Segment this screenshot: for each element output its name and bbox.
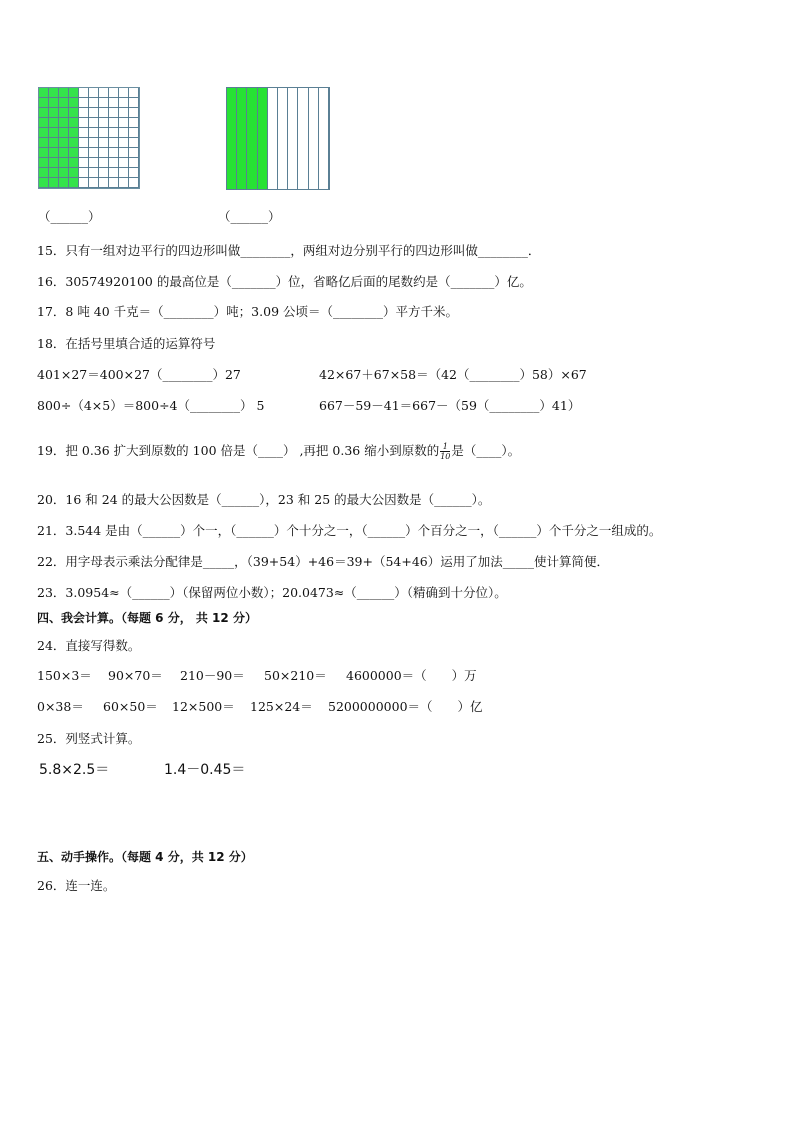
shaded-grid-cell (49, 168, 59, 178)
grid-cell (129, 98, 139, 108)
shaded-grid-cell (49, 118, 59, 128)
grid-cell (79, 168, 89, 178)
strip-column (298, 88, 308, 189)
grid-cell (119, 118, 129, 128)
grid-cell (89, 178, 99, 188)
section-5-heading: 五、动手操作。（每题 4 分，共 12 分） (37, 850, 253, 864)
grid-cell (79, 178, 89, 188)
calc-row1-item4: 50×210＝ (264, 668, 327, 683)
shaded-strip-column (258, 88, 268, 189)
shaded-grid-cell (69, 118, 79, 128)
fraction-one-tenth (440, 442, 450, 461)
grid-cell (109, 168, 119, 178)
grid-cell (129, 88, 139, 98)
grid-cell (129, 158, 139, 168)
shaded-grid-cell (59, 138, 69, 148)
strip-column (309, 88, 319, 189)
shaded-strip-column (237, 88, 247, 189)
strip-column (268, 88, 278, 189)
vertical-calc-1: 5.8×2.5＝ (39, 762, 110, 778)
shaded-grid-cell (59, 88, 69, 98)
shaded-grid-cell (69, 178, 79, 188)
shaded-grid-cell (59, 178, 69, 188)
figure-left-answer-blank[interactable]: （______） (38, 209, 101, 224)
grid-cell (89, 98, 99, 108)
grid-cell (89, 168, 99, 178)
grid-cell (119, 148, 129, 158)
shaded-grid-cell (39, 138, 49, 148)
grid-cell (89, 128, 99, 138)
shaded-grid-cell (39, 128, 49, 138)
shaded-grid-cell (69, 128, 79, 138)
grid-cell (79, 108, 89, 118)
shaded-grid-cell (49, 158, 59, 168)
calc-row1-item5: 4600000＝（ ）万 (346, 668, 477, 683)
grid-cell (99, 118, 109, 128)
shaded-grid-cell (39, 158, 49, 168)
shaded-grid-cell (39, 88, 49, 98)
grid-cell (119, 158, 129, 168)
grid-cell (79, 118, 89, 128)
grid-cell (79, 158, 89, 168)
grid-cell (129, 128, 139, 138)
grid-cell (119, 168, 129, 178)
grid-cell (109, 128, 119, 138)
grid-cell (79, 128, 89, 138)
shaded-grid-cell (59, 128, 69, 138)
grid-cell (129, 178, 139, 188)
grid-cell (99, 168, 109, 178)
grid-cell (109, 88, 119, 98)
grid-cell (119, 98, 129, 108)
calc-row1-item3: 210－90＝ (180, 668, 245, 683)
question-18-row1-right: 42×67＋67×58＝（42（________）58）×67 (319, 367, 587, 382)
shaded-grid-cell (49, 128, 59, 138)
grid-cell (109, 158, 119, 168)
grid-cell (79, 138, 89, 148)
fraction-numerator: 1 (440, 442, 450, 452)
figure-right-answer-blank[interactable]: （______） (218, 209, 281, 224)
question-20: 20．16 和 24 的最大公因数是（______），23 和 25 的最大公因数是（______）。 (37, 492, 491, 507)
question-17: 17．8 吨 40 千克＝（________）吨；3.09 公顷＝（________）平方千米。 (37, 304, 458, 319)
question-18-row2-left: 800÷（4×5）＝800÷4（________） 5 (37, 398, 265, 413)
shaded-grid-cell (69, 138, 79, 148)
grid-cell (79, 148, 89, 158)
question-25: 25．列竖式计算。 (37, 731, 141, 746)
grid-cell (119, 138, 129, 148)
grid-cell (109, 118, 119, 128)
grid-cell (119, 128, 129, 138)
grid-cell (119, 178, 129, 188)
grid-cell (99, 88, 109, 98)
question-23: 23．3.0954≈（______）（保留两位小数）；20.0473≈（______）（精确到十分位）。 (37, 585, 507, 600)
grid-cell (109, 178, 119, 188)
shaded-grid-cell (39, 98, 49, 108)
shaded-grid-cell (59, 168, 69, 178)
grid-cell (99, 138, 109, 148)
calc-row1-item1: 150×3＝ (37, 668, 92, 683)
grid-cell (99, 158, 109, 168)
grid-cell (129, 168, 139, 178)
grid-cell (89, 138, 99, 148)
calc-row2-item4: 125×24＝ (250, 699, 313, 714)
grid-cell (129, 148, 139, 158)
strip-column (288, 88, 298, 189)
shaded-grid-cell (59, 118, 69, 128)
hundred-grid-figure (38, 87, 140, 189)
grid-cell (119, 88, 129, 98)
grid-cell (109, 148, 119, 158)
shaded-strip-column (247, 88, 257, 189)
shaded-grid-cell (59, 108, 69, 118)
grid-cell (109, 138, 119, 148)
question-24: 24．直接写得数。 (37, 638, 141, 653)
grid-cell (99, 108, 109, 118)
shaded-grid-cell (39, 118, 49, 128)
grid-cell (89, 118, 99, 128)
shaded-strip-column (227, 88, 237, 189)
shaded-grid-cell (49, 138, 59, 148)
grid-cell (109, 108, 119, 118)
shaded-grid-cell (69, 148, 79, 158)
question-19-text-a: 19．把 0.36 扩大到原数的 100 倍是（____） ,再把 0.36 缩小到原数的 (37, 443, 440, 458)
question-18: 18．在括号里填合适的运算符号 (37, 336, 216, 351)
calc-row2-item2: 60×50＝ (103, 699, 158, 714)
calc-row2-item5: 5200000000＝（ ）亿 (328, 699, 483, 714)
shaded-grid-cell (59, 148, 69, 158)
shaded-grid-cell (69, 98, 79, 108)
shaded-grid-cell (59, 98, 69, 108)
question-26: 26．连一连。 (37, 878, 116, 893)
calc-row1-item2: 90×70＝ (108, 668, 163, 683)
grid-cell (79, 88, 89, 98)
shaded-grid-cell (49, 98, 59, 108)
question-19 (37, 441, 520, 461)
calc-row2-item3: 12×500＝ (172, 699, 235, 714)
grid-cell (99, 98, 109, 108)
shaded-grid-cell (39, 178, 49, 188)
strip-column (278, 88, 288, 189)
grid-cell (109, 98, 119, 108)
question-18-row2-right: 667－59－41＝667－（59（________）41） (319, 398, 581, 413)
grid-cell (129, 118, 139, 128)
grid-cell (99, 178, 109, 188)
grid-cell (119, 108, 129, 118)
fraction-denominator: 10 (440, 452, 451, 461)
question-19-text-b: 是（____）。 (451, 443, 521, 458)
grid-cell (129, 108, 139, 118)
question-18-row1-left: 401×27＝400×27（________）27 (37, 367, 241, 382)
shaded-grid-cell (69, 168, 79, 178)
grid-cell (89, 88, 99, 98)
shaded-grid-cell (39, 148, 49, 158)
grid-cell (89, 158, 99, 168)
shaded-grid-cell (69, 88, 79, 98)
question-15: 15．只有一组对边平行的四边形叫做________，两组对边分别平行的四边形叫做________． (37, 243, 541, 258)
shaded-grid-cell (39, 108, 49, 118)
question-16: 16．30574920100 的最高位是（_______）位，省略亿后面的尾数约是（_______）亿。 (37, 274, 532, 289)
strip-column (319, 88, 329, 189)
grid-cell (79, 98, 89, 108)
shaded-grid-cell (49, 108, 59, 118)
vertical-calc-2: 1.4－0.45＝ (164, 762, 246, 778)
shaded-grid-cell (59, 158, 69, 168)
tenths-strip-figure (226, 87, 330, 190)
section-4-heading: 四、我会计算。（每题 6 分， 共 12 分） (37, 611, 257, 625)
shaded-grid-cell (69, 158, 79, 168)
shaded-grid-cell (49, 178, 59, 188)
shaded-grid-cell (49, 148, 59, 158)
grid-cell (89, 108, 99, 118)
calc-row2-item1: 0×38＝ (37, 699, 84, 714)
shaded-grid-cell (49, 88, 59, 98)
question-21: 21．3.544 是由（______）个一，（______）个十分之一，（______）个百分之一，（______）个千分之一组成的。 (37, 523, 662, 538)
grid-cell (99, 148, 109, 158)
grid-cell (129, 138, 139, 148)
grid-cell (99, 128, 109, 138)
grid-cell (89, 148, 99, 158)
question-22: 22．用字母表示乘法分配律是_____，（39+54）+46＝39+（54+46）运用了加法_____使计算简便． (37, 554, 609, 569)
shaded-grid-cell (69, 108, 79, 118)
shaded-grid-cell (39, 168, 49, 178)
